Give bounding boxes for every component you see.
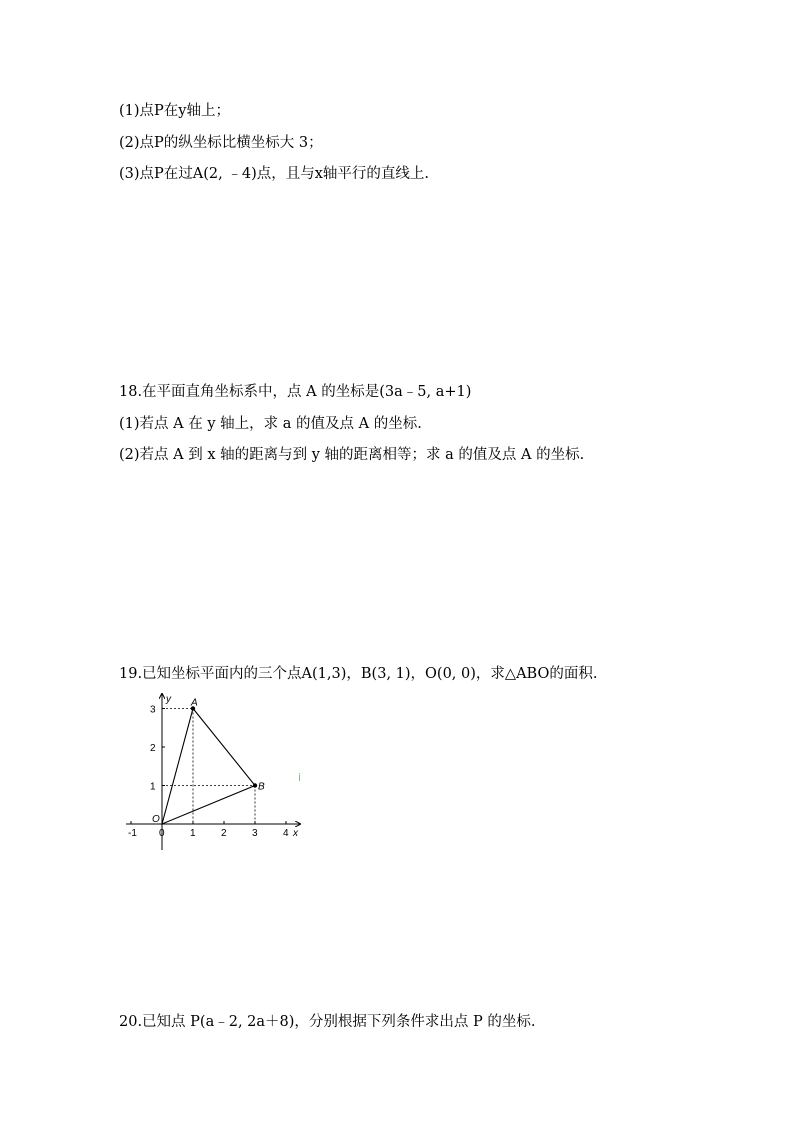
q19-stem: 19.已知坐标平面内的三个点A(1,3)，B(3, 1)，O(0, 0)，求△ABO的面积.	[119, 666, 598, 682]
x-tick-label: 1	[190, 828, 196, 839]
x-tick-label: 4	[283, 828, 289, 839]
stray-mark: i	[298, 771, 302, 784]
q17-item-3: (3)点P在过A(2, ﹣4)点，且与x轴平行的直线上.	[119, 166, 430, 182]
q18-item-1: (1)若点 A 在 y 轴上，求 a 的值及点 A 的坐标.	[119, 416, 422, 432]
coordinate-diagram	[118, 690, 308, 855]
y-tick-label: 1	[150, 781, 156, 793]
triangle-points	[190, 698, 265, 793]
q18-stem: 18.在平面直角坐标系中，点 A 的坐标是(3a﹣5, a+1)	[119, 384, 472, 400]
point-label-b: B	[258, 781, 265, 793]
y-tick-label: 2	[150, 743, 156, 754]
dashed-guides	[162, 709, 255, 825]
x-tick-label: 0	[159, 828, 165, 839]
x-axis-label: x	[293, 828, 298, 839]
q18-item-2: (2)若点 A 到 x 轴的距离与到 y 轴的距离相等；求 a 的值及点 A 的坐标.	[119, 447, 585, 463]
q17-item-2: (2)点P的纵坐标比横坐标大 3；	[119, 135, 323, 151]
axis-ticks	[128, 705, 289, 840]
y-axis-label: y	[166, 694, 171, 705]
x-tick-label: 3	[252, 828, 258, 839]
y-tick-label: 3	[150, 704, 156, 716]
q20-stem: 20.已知点 P(a﹣2, 2a＋8)，分别根据下列条件求出点 P 的坐标.	[119, 1014, 536, 1030]
triangle-abo	[162, 709, 255, 825]
x-tick-label: -1	[128, 828, 137, 839]
origin-label: O	[152, 814, 160, 825]
triangle-outline	[162, 709, 255, 825]
x-tick-label: 2	[221, 828, 227, 839]
q17-item-1: (1)点P在y轴上；	[119, 103, 230, 119]
point-label-a: A	[191, 697, 198, 709]
point-b	[253, 783, 257, 787]
